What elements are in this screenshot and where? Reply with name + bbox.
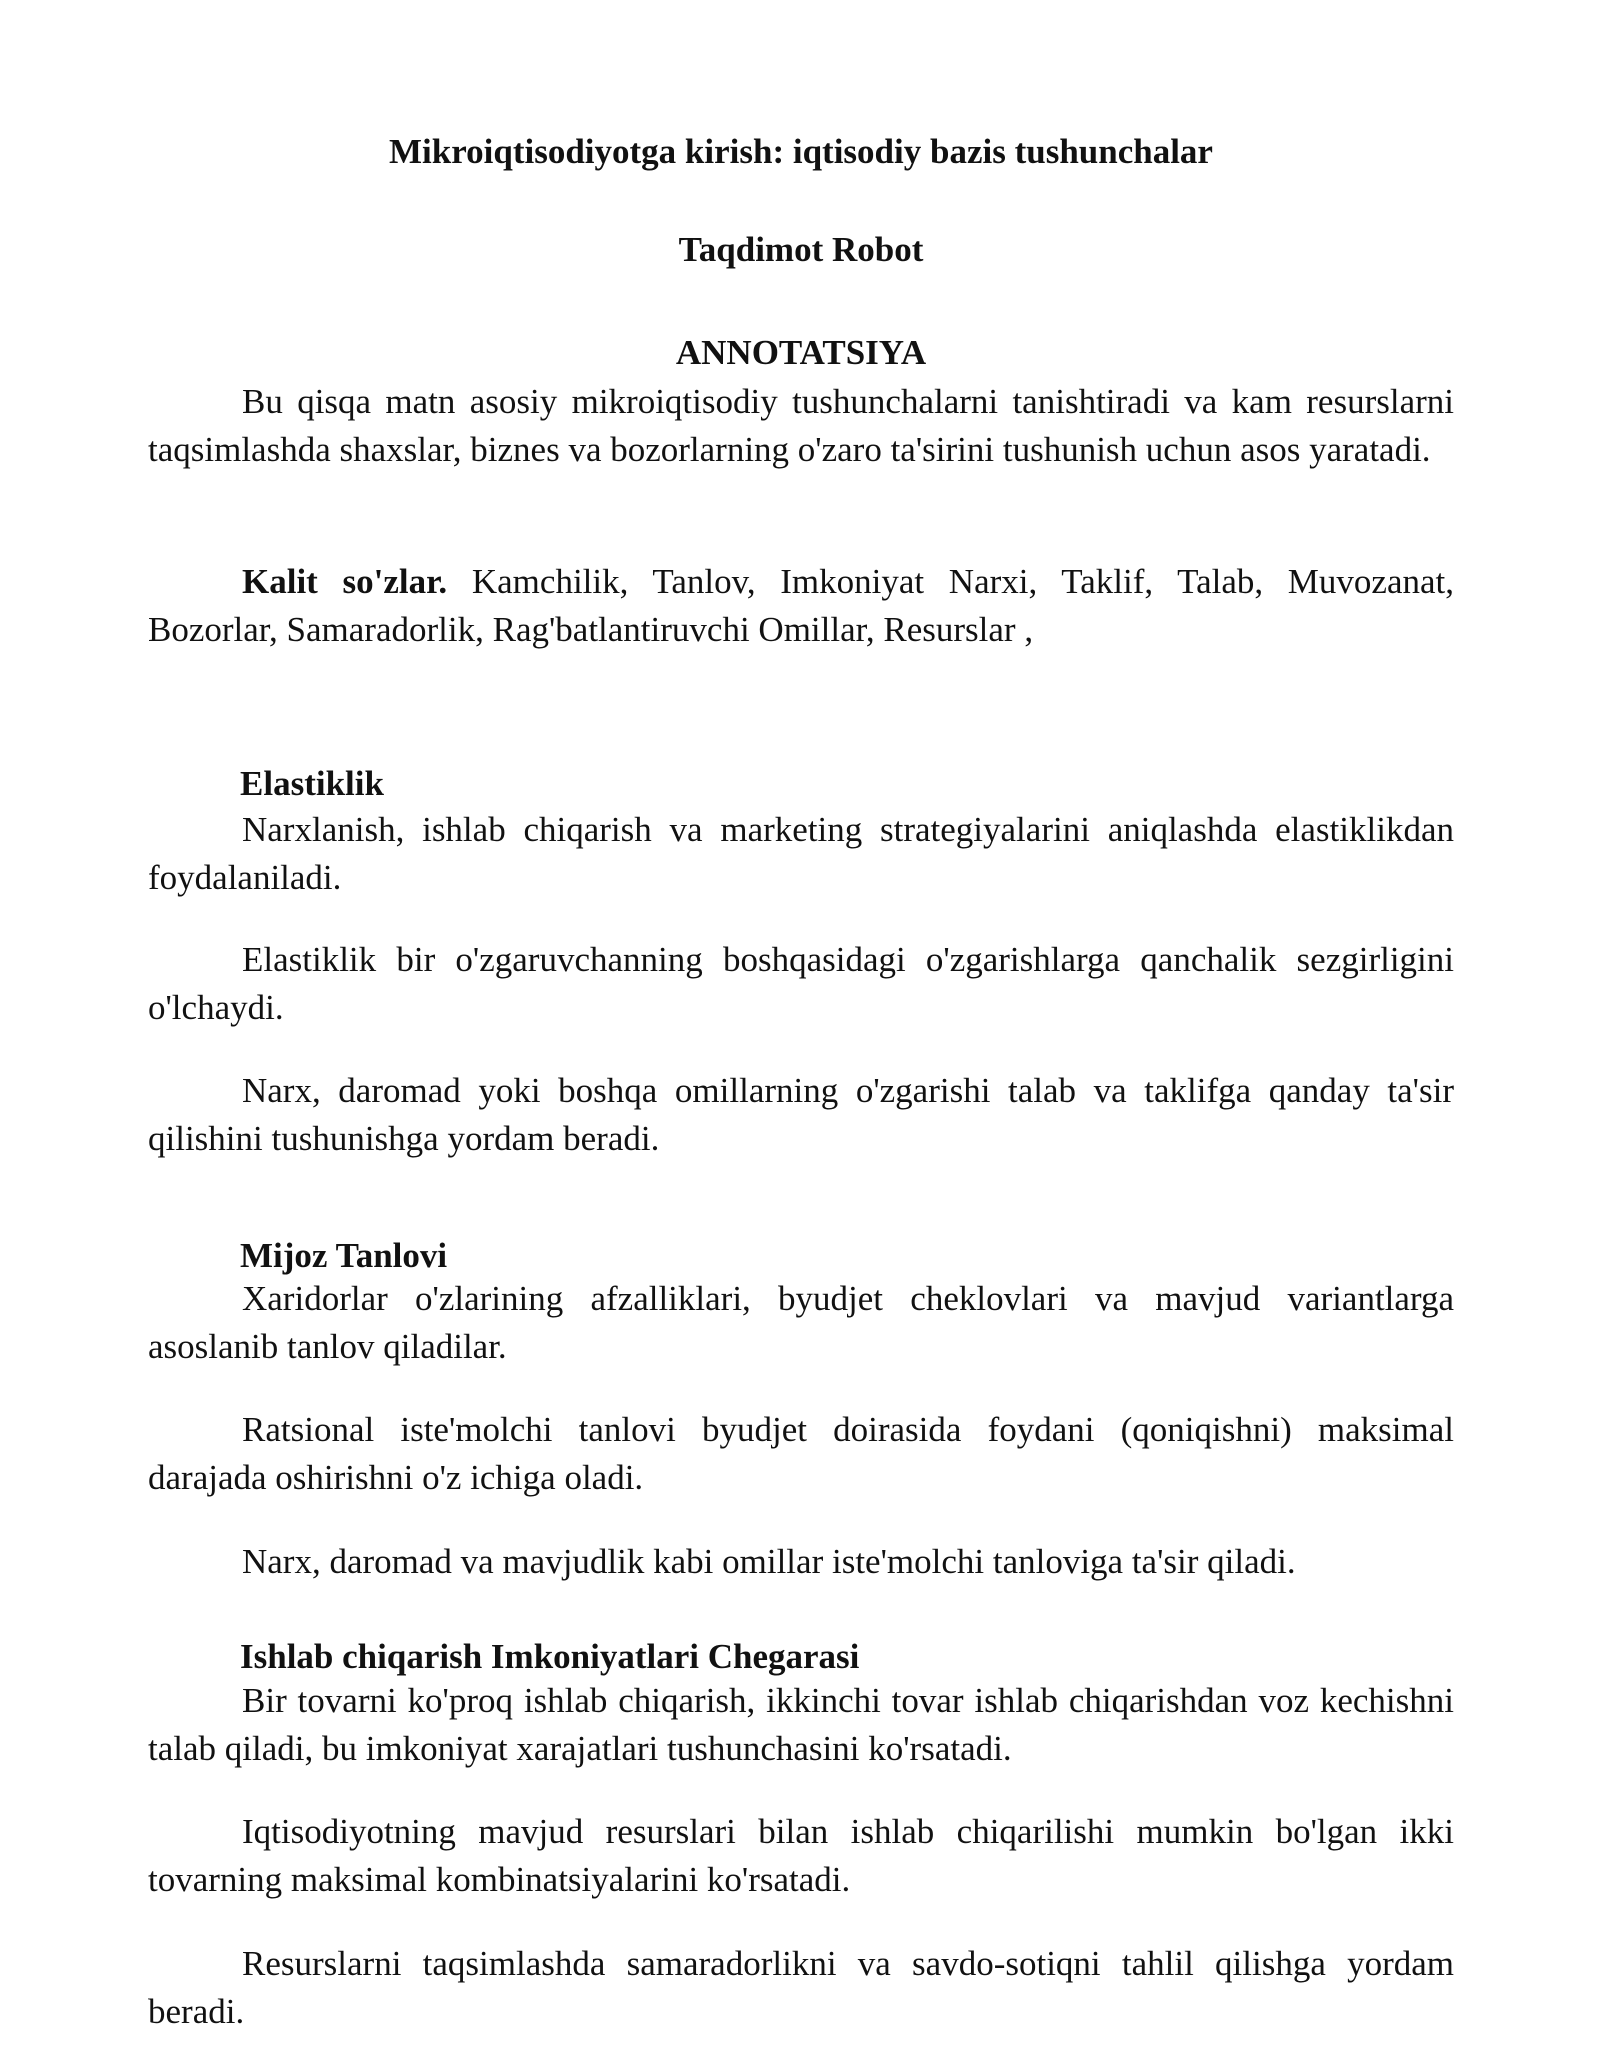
section-heading-mijoz-tanlovi: Mijoz Tanlovi [240,1236,448,1275]
abstract-heading: ANNOTATSIYA [675,333,927,372]
section-paragraph: Resurslarni taqsimlashda samaradorlikni va savdo-sotiqni tahlil qilishga yordam beradi. [148,1944,1454,2031]
keywords-paragraph [148,558,1454,654]
abstract-text: Bu qisqa matn asosiy mikroiqtisodiy tushunchalarni tanishtiradi va kam resurslarni taqsimlashda shaxslar, biznes va bozorlarning o'zaro ta'sirini tushunish uchun asos yaratadi. [148,382,1454,469]
section-paragraph: Narxlanish, ishlab chiqarish va marketing strategiyalarini aniqlashda elastiklikdan foydalaniladi. [148,810,1454,897]
section-paragraph: Bir tovarni ko'proq ishlab chiqarish, ikkinchi tovar ishlab chiqarishdan voz kechishni talab qiladi, bu imkoniyat xarajatlari tushunchasini ko'rsatadi. [148,1681,1454,1768]
keywords-label: Kalit so'zlar. [242,562,448,601]
section-heading-ishlab-chiqarish: Ishlab chiqarish Imkoniyatlari Chegarasi [240,1637,860,1676]
section-paragraph: Narx, daromad va mavjudlik kabi omillar iste'molchi tanloviga ta'sir qiladi. [242,1542,1296,1581]
section-paragraph: Narx, daromad yoki boshqa omillarning o'zgarishi talab va taklifga qanday ta'sir qilishini tushunishga yordam beradi. [148,1071,1454,1158]
section-paragraph: Iqtisodiyotning mavjud resurslari bilan ishlab chiqarilishi mumkin bo'lgan ikki tovarning maksimal kombinatsiyalarini ko'rsatadi. [148,1812,1454,1899]
document-author: Taqdimot Robot [678,230,924,269]
keywords-text: Kamchilik, Tanlov, Imkoniyat Narxi, Taklif, Talab, Muvozanat, Bozorlar, Samaradorlik, Rag'batlantiruvchi Omillar, Resurslar , [148,562,1454,649]
section-heading-elastiklik: Elastiklik [240,764,384,803]
section-paragraph: Xaridorlar o'zlarining afzalliklari, byudjet cheklovlari va mavjud variantlarga asoslanib tanlov qiladilar. [148,1279,1454,1366]
document-title: Mikroiqtisodiyotga kirish: iqtisodiy bazis tushunchalar [389,132,1213,171]
section-paragraph: Ratsional iste'molchi tanlovi byudjet doirasida foydani (qoniqishni) maksimal darajada oshirishni o'z ichiga oladi. [148,1410,1454,1497]
section-paragraph: Elastiklik bir o'zgaruvchanning boshqasidagi o'zgarishlarga qanchalik sezgirligini o'lchaydi. [148,940,1454,1027]
